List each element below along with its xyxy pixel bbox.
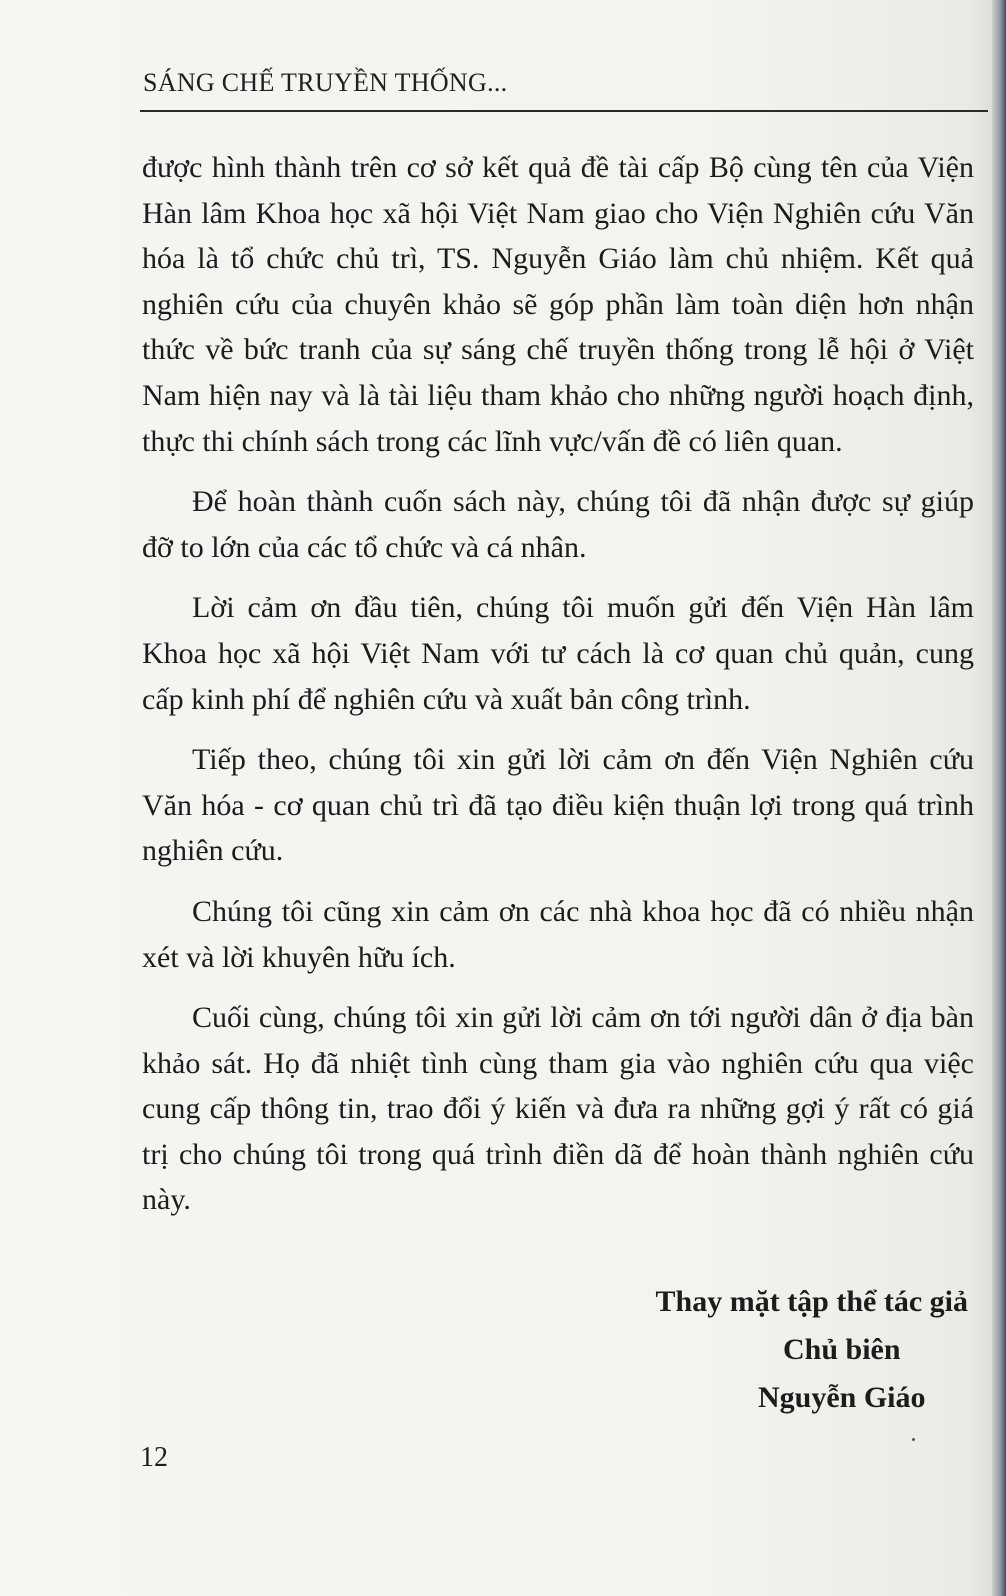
running-header: SÁNG CHẾ TRUYỀN THỐNG...	[143, 68, 508, 97]
paragraph-continuation: được hình thành trên cơ sở kết quả đề tài cấp Bộ cùng tên của Viện Hàn lâm Khoa học xã hội Việt Nam giao cho Viện Nghiên cứu Văn hóa là tổ chức chủ trì, TS. Nguyễn Giáo làm chủ nhiệm. Kết quả nghiên cứu của chuyên khảo sẽ góp phần làm toàn diện hơn nhận thức về bức tranh của sự sáng chế truyền thống trong lễ hội ở Việt Nam hiện nay và là tài liệu tham khảo cho những người hoạch định, thực thi chính sách trong các lĩnh vực/vấn đề có liên quan.	[142, 151, 974, 458]
signature-on-behalf: Thay mặt tập thể tác giả	[655, 1285, 968, 1318]
paragraph-thanks-institute: Tiếp theo, chúng tôi xin gửi lời cảm ơn đến Viện Nghiên cứu Văn hóa - cơ quan chủ trì đã tạo điều kiện thuận lợi trong quá trình nghiên cứu.	[142, 743, 974, 868]
ink-speck	[912, 1438, 915, 1441]
signature-block	[656, 1278, 968, 1422]
signature-name: Nguyễn Giáo	[757, 1381, 926, 1414]
paragraph-thanks-intro: Để hoàn thành cuốn sách này, chúng tôi đã nhận được sự giúp đỡ to lớn của các tổ chức và cá nhân.	[142, 485, 974, 564]
paragraph-thanks-academy: Lời cảm ơn đầu tiên, chúng tôi muốn gửi đến Viện Hàn lâm Khoa học xã hội Việt Nam với tư cách là cơ quan chủ quản, cung cấp kinh phí để nghiên cứu và xuất bản công trình.	[142, 591, 974, 716]
signature-role: Chủ biên	[782, 1333, 901, 1366]
page-number: 12	[140, 1442, 168, 1473]
paragraph-thanks-scientists: Chúng tôi cũng xin cảm ơn các nhà khoa học đã có nhiều nhận xét và lời khuyên hữu ích.	[142, 894, 974, 974]
paragraph-thanks-residents: Cuối cùng, chúng tôi xin gửi lời cảm ơn tới người dân ở địa bàn khảo sát. Họ đã nhiệt tình cùng tham gia vào nghiên cứu qua việc cung cấp thông tin, trao đổi ý kiến và đưa ra những gợi ý rất có giá trị cho chúng tôi trong quá trình điền dã để hoàn thành nghiên cứu này.	[142, 1001, 974, 1217]
page-edge-shadow	[992, 0, 1006, 1596]
body-text	[142, 145, 974, 1238]
header-rule	[140, 110, 988, 112]
